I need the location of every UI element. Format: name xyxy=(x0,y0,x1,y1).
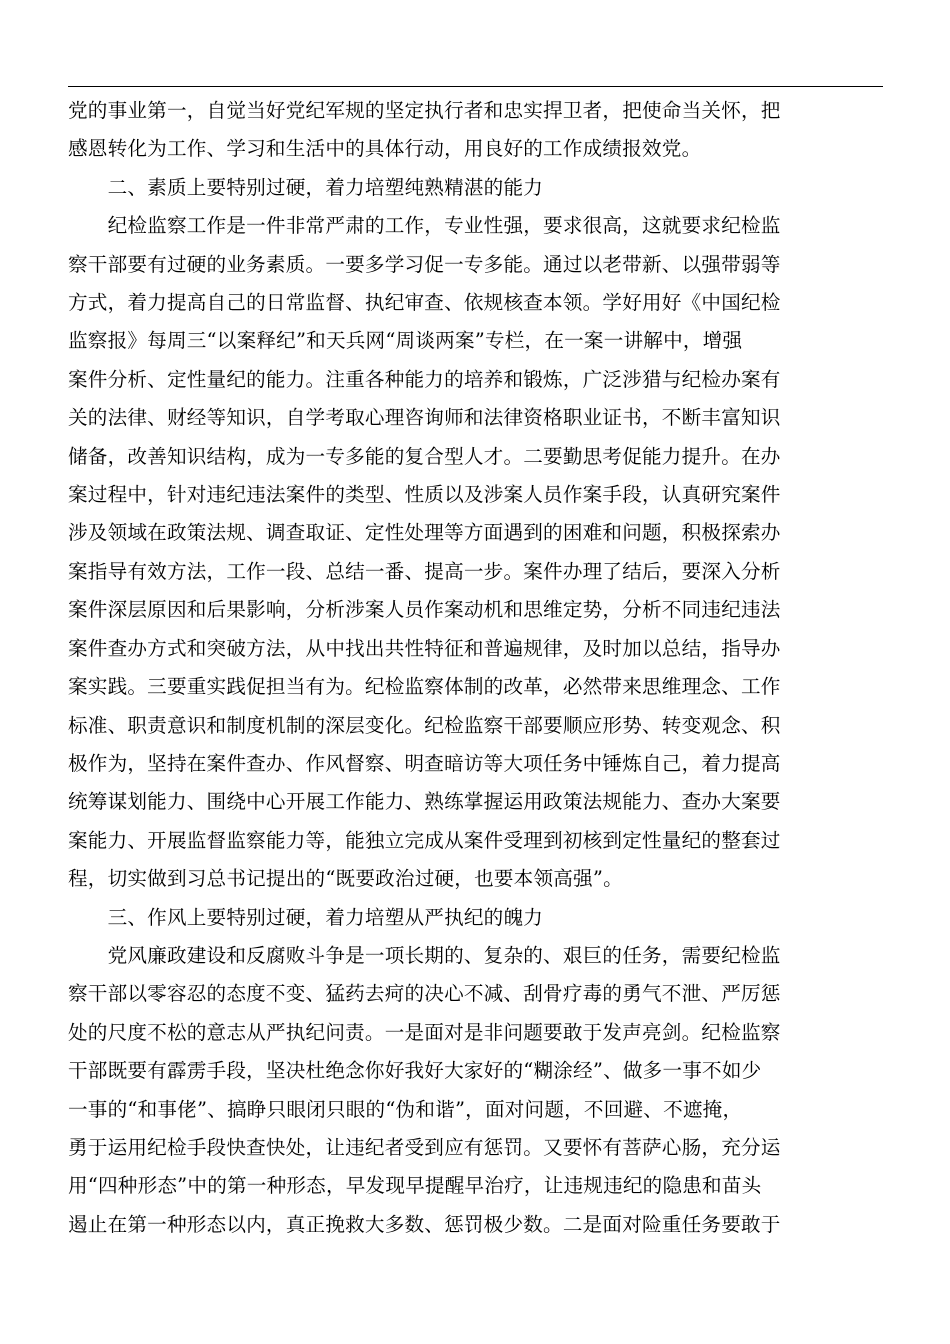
text-line: 标准、职责意识和制度机制的深层变化。纪检监察干部要顺应形势、转变观念、积 xyxy=(68,713,781,737)
text-line: 监察报》每周三“以案释纪”和天兵网“周谈两案”专栏，在一案一讲解中，增强 xyxy=(68,329,743,353)
text-line: 党的事业第一，自觉当好党纪军规的坚定执行者和忠实捍卫者，把使命当关怀，把 xyxy=(68,99,781,122)
text-line: 遏止在第一种形态以内，真正挽救大多数、惩罚极少数。二是面对险重任务要敢于 xyxy=(68,1212,781,1236)
text-line: 案件分析、定性量纪的能力。注重各种能力的培养和锻炼，广泛涉猎与纪检办案有 xyxy=(68,367,781,391)
text-line: 案指导有效方法，工作一段、总结一番、提高一步。案件办理了结后，要深入分析 xyxy=(68,559,781,583)
section-heading: 三、作风上要特别过硬，着力培塑从严执纪的魄力 xyxy=(68,905,544,929)
section-heading: 二、素质上要特别过硬，着力培塑纯熟精湛的能力 xyxy=(68,175,544,199)
text-line: 极作为，坚持在案件查办、作风督察、明查暗访等大项任务中锤炼自己，着力提高 xyxy=(68,751,781,775)
text-line: 案能力、开展监督监察能力等，能独立完成从案件受理到初核到定性量纪的整套过 xyxy=(68,828,781,852)
header-rule xyxy=(68,86,883,87)
text-line: 用“四种形态”中的第一种形态，早发现早提醒早治疗，让违规违纪的隐患和苗头 xyxy=(68,1174,762,1198)
text-line: 程，切实做到习总书记提出的“既要政治过硬，也要本领高强”。 xyxy=(68,867,623,891)
text-line: 勇于运用纪检手段快查快处，让违纪者受到应有惩罚。又要怀有菩萨心肠，充分运 xyxy=(68,1135,781,1159)
text-line: 关的法律、财经等知识，自学考取心理咨询师和法律资格职业证书，不断丰富知识 xyxy=(68,406,781,430)
text-line: 方式，着力提高自己的日常监督、执纪审查、依规核查本领。学好用好《中国纪检 xyxy=(68,291,781,315)
text-line: 案件深层原因和后果影响，分析涉案人员作案动机和思维定势，分析不同违纪违法 xyxy=(68,598,781,622)
text-line: 察干部要有过硬的业务素质。一要多学习促一专多能。通过以老带新、以强带弱等 xyxy=(68,252,781,276)
text-line: 涉及领域在政策法规、调查取证、定性处理等方面遇到的困难和问题，积极探索办 xyxy=(68,521,781,545)
text-line: 案件查办方式和突破方法，从中找出共性特征和普遍规律，及时加以总结，指导办 xyxy=(68,636,781,660)
text-line: 案过程中，针对违纪违法案件的类型、性质以及涉案人员作案手段，认真研究案件 xyxy=(68,483,781,507)
text-line: 察干部以零容忍的态度不变、猛药去疴的决心不减、刮骨疗毒的勇气不泄、严厉惩 xyxy=(68,982,781,1006)
text-line: 纪检监察工作是一件非常严肃的工作，专业性强，要求很高，这就要求纪检监 xyxy=(68,214,781,238)
text-line: 党风廉政建设和反腐败斗争是一项长期的、复杂的、艰巨的任务，需要纪检监 xyxy=(68,943,781,967)
text-line: 储备，改善知识结构，成为一专多能的复合型人才。二要勤思考促能力提升。在办 xyxy=(68,444,781,468)
text-line: 干部既要有霹雳手段，坚决杜绝念你好我好大家好的“糊涂经”、做多一事不如少 xyxy=(68,1059,762,1083)
text-line: 案实践。三要重实践促担当有为。纪检监察体制的改革，必然带来思维理念、工作 xyxy=(68,675,781,699)
text-line: 统筹谋划能力、围绕中心开展工作能力、熟练掌握运用政策法规能力、查办大案要 xyxy=(68,790,781,814)
document-body xyxy=(68,92,883,1244)
text-line: 感恩转化为工作、学习和生活中的具体行动，用良好的工作成绩报效党。 xyxy=(68,137,702,161)
text-line: 处的尺度不松的意志从严执纪问责。一是面对是非问题要敢于发声亮剑。纪检监察 xyxy=(68,1020,781,1044)
text-line: 一事的“和事佬”、搞睁只眼闭只眼的“伪和谐”，面对问题，不回避、不遮掩， xyxy=(68,1097,743,1121)
